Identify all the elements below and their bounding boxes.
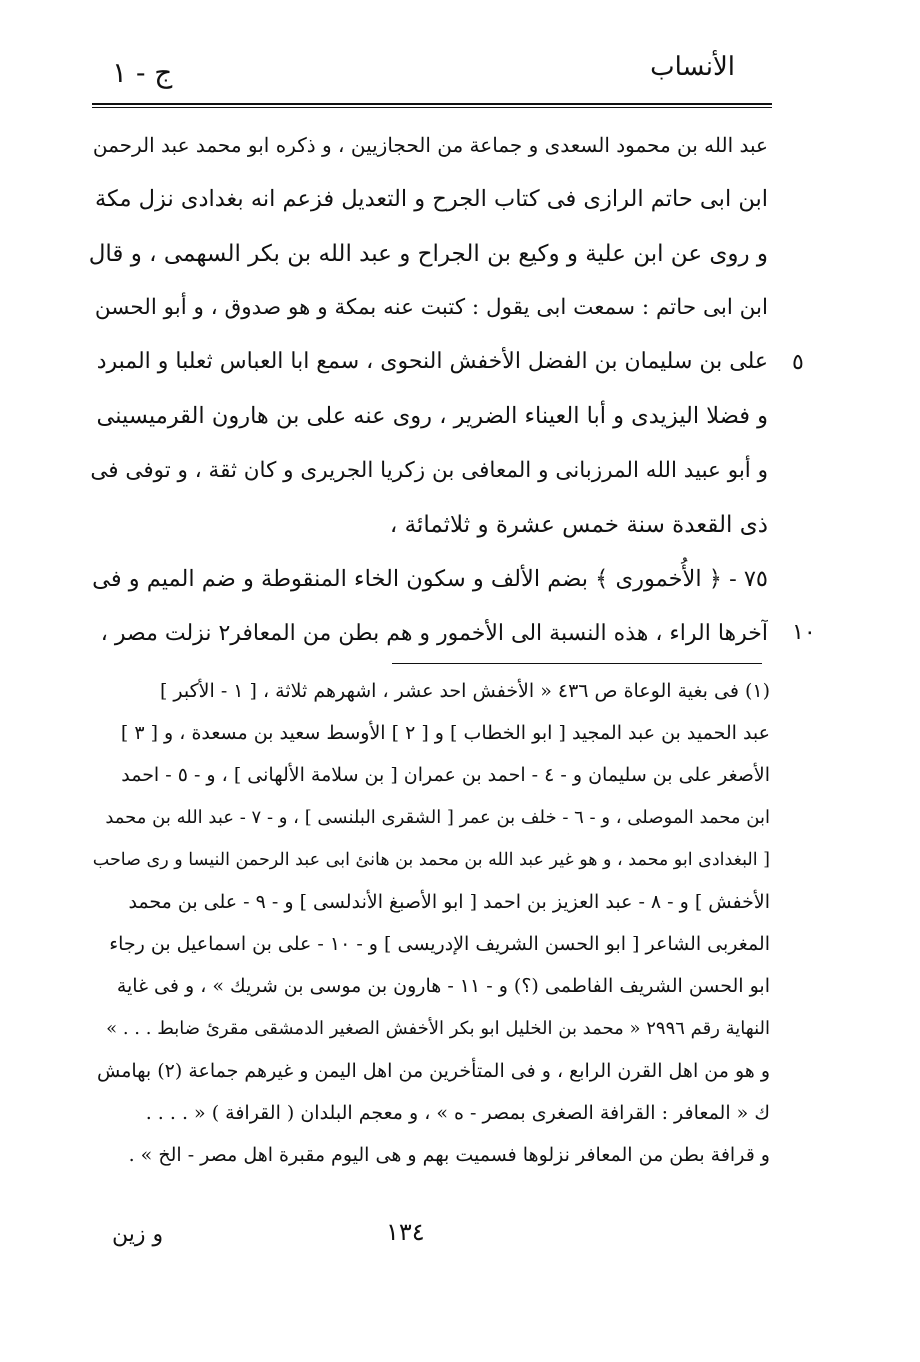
text-line: و أبو عبيد الله المرزبانى و المعافى بن زكريا الجريرى و كان ثقة ، و توفى فى: [90, 457, 768, 483]
line-number-5: ٥: [792, 350, 804, 375]
running-head-volume: ج - ١: [112, 56, 173, 89]
footnotes: [92, 670, 770, 1176]
footnote-line: المغربى الشاعر [ ابو الحسن الشريف الإدريسى ] و - ١٠ - على بن اسماعيل بن رجاء: [109, 933, 770, 956]
footnote-line: ابو الحسن الشريف الفاطمى (؟) و - ١١ - هارون بن موسى بن شريك » ، و فى غاية: [116, 975, 770, 998]
footnote-line: ك « المعافر : القرافة الصغرى بمصر - ه » ، و معجم البلدان ( القرافة ) « . . . .: [145, 1101, 770, 1124]
header-rule: [92, 103, 772, 105]
text-line: ابن ابى حاتم الرازى فى كتاب الجرح و التعديل فزعم انه بغدادى نزل مكة: [94, 186, 768, 213]
text-line: ابن ابى حاتم : سمعت ابى يقول : كتبت عنه بمكة و هو صدوق ، و أبو الحسن: [94, 294, 768, 320]
text-line: ذى القعدة سنة خمس عشرة و ثلاثمائة ،: [389, 512, 768, 539]
footnote-line: ابن محمد الموصلى ، و - ٦ - خلف بن عمر [ الشقرى البلنسى ] ، و - ٧ - عبد الله بن محمد: [105, 806, 770, 828]
footnote-line: الأصغر على بن سليمان و - ٤ - احمد بن عمران [ بن سلامة الألهانى ] ، و - ٥ - احمد: [121, 764, 770, 787]
footnote-line: (١) فى بغية الوعاة ص ٤٣٦ « الأخفش احد عشر ، اشهرهم ثلاثة ، [ ١ - الأكبر ]: [159, 680, 770, 702]
text-line: عبد الله بن محمود السعدى و جماعة من الحجازيين ، و ذكره ابو محمد عبد الرحمن: [92, 133, 768, 157]
footnote-line: [ البغدادى ابو محمد ، و هو غير عبد الله بن محمد بن هانئ ابى عبد الرحمن النيسا و رى صاحب: [92, 849, 770, 870]
main-text: [88, 118, 768, 661]
footnote-rule: [392, 663, 762, 664]
text-line: آخرها الراء ، هذه النسبة الى الأخمور و هم بطن من المعافر٢ نزلت مصر ،: [100, 620, 768, 646]
footnote-line: و قرافة بطن من المعافر نزلوها فسميت بهم و هى اليوم مقبرة اهل مصر - الخ » .: [128, 1144, 770, 1167]
footnote-line: و هو من اهل القرن الرابع ، و فى المتأخرين من اهل اليمن و غيرهم جماعة (٢) بهامش: [96, 1059, 770, 1082]
footnote-line: النهاية رقم ٢٩٩٦ « محمد بن الخليل ابو بكر الأخفش الصغير الدمشقى مقرئ ضابط . . . »: [106, 1017, 770, 1039]
header-rule-thin: [92, 107, 772, 108]
page-number: ١٣٤: [386, 1218, 425, 1246]
entry-heading-line: ٧٥ - ﴿ الأُخمورى ﴾ بضم الألف و سكون الخاء المنقوطة و ضم الميم و فى: [92, 566, 768, 593]
footnote-line: الأخفش ] و - ٨ - عبد العزيز بن احمد [ ابو الأصبغ الأندلسى ] و - ٩ - على بن محمد: [128, 890, 770, 913]
text-line: على بن سليمان بن الفضل الأخفش النحوى ، سمع ابا العباس ثعلبا و المبرد: [96, 349, 768, 375]
footnote-line: عبد الحميد بن عبد المجيد [ ابو الخطاب ] و [ ٢ ] الأوسط سعيد بن مسعدة ، و [ ٣ ]: [120, 722, 770, 745]
running-head-title: الأنساب: [650, 52, 735, 82]
text-line: و روى عن ابن علية و وكيع بن الجراح و عبد الله بن بكر السهمى ، و قال: [88, 240, 768, 267]
line-number-10: ١٠: [792, 620, 816, 645]
catchword: و زين: [112, 1222, 164, 1247]
text-line: و فضلا اليزيدى و أبا العيناء الضرير ، روى عنه على بن هارون القرميسينى: [96, 403, 768, 430]
